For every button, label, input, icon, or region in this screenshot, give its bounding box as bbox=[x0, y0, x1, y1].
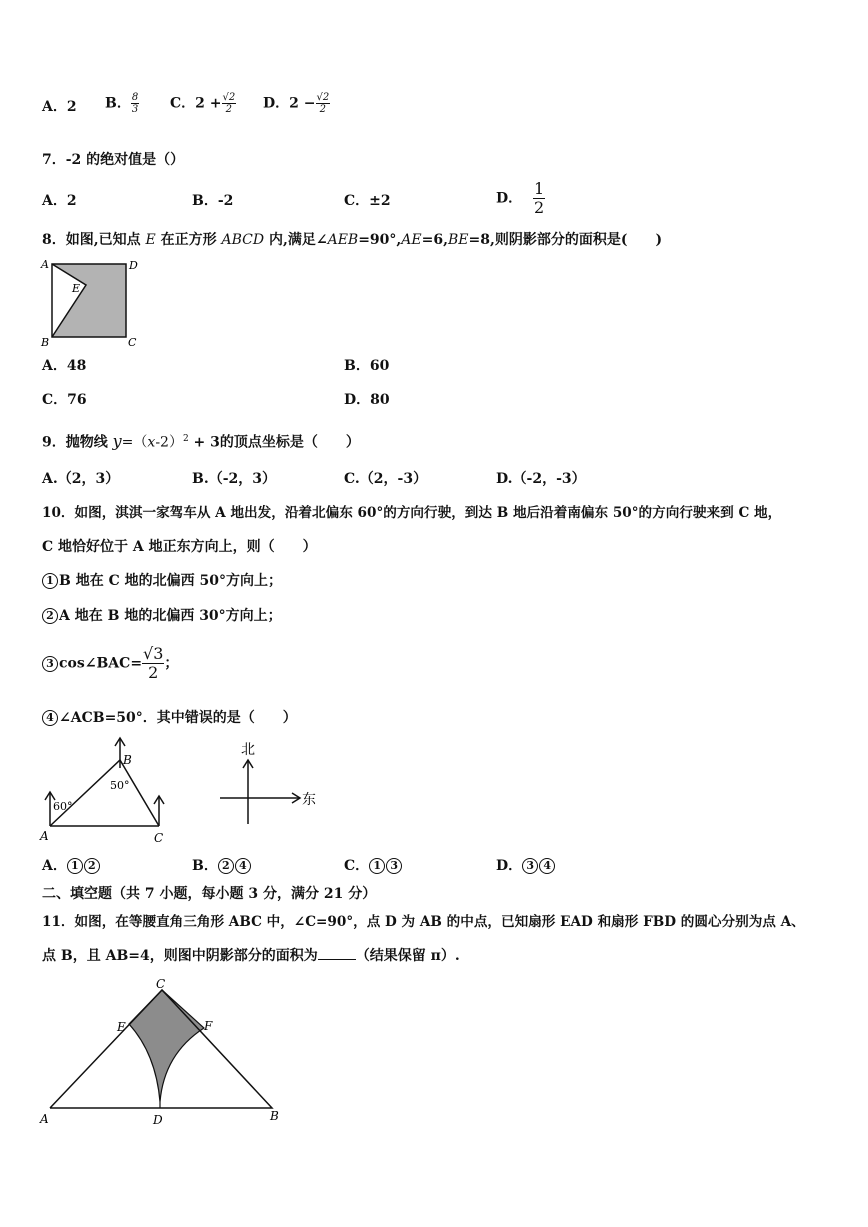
q7-stem: 7．-2 的绝对值是（） bbox=[42, 152, 185, 168]
q6-option-d-fraction: $\frac{√2}{2}$ bbox=[316, 92, 330, 115]
q10-statement-1: 1 B 地在 C 地的北偏西 50°方向上； bbox=[42, 572, 282, 590]
q11-label-c: C bbox=[156, 977, 166, 991]
q7-option-c: C．±2 bbox=[344, 193, 391, 209]
q11-label-d: D bbox=[153, 1113, 163, 1126]
q9-stem: 9．抛物线 $y=(x-2)^2 + 3$的顶点坐标是（ ） bbox=[42, 431, 360, 451]
q6-option-c-fraction: $\frac{√2}{2}$ bbox=[222, 92, 236, 115]
q6-option-d-label: D．2 − bbox=[263, 95, 316, 112]
q7-option-d-label: D． bbox=[496, 190, 523, 207]
q11-label-e: E bbox=[117, 1020, 126, 1034]
q10-label-a: A bbox=[40, 829, 49, 843]
section-2-heading: 二、填空题（共 7 小题，每小题 3 分，满分 21 分） bbox=[42, 886, 377, 902]
q8-shaded-region bbox=[52, 264, 126, 337]
q8-stem: 8．如图,已知点 E 在正方形 ABCD 内,满足∠AEB=90°,AE=6,BE=8,则阴影部分的面积是( ) bbox=[42, 232, 663, 248]
q11-label-a: A bbox=[40, 1112, 49, 1126]
q10-compass bbox=[220, 760, 300, 824]
q10-stem-line2: C 地恰好位于 A 地正东方向上，则（ ） bbox=[42, 539, 317, 555]
q6-option-c bbox=[170, 92, 236, 115]
q7-option-a: A．2 bbox=[42, 193, 77, 209]
q10-statement-3: 3 cos∠BAC= $\frac{√3}{2}$ ； bbox=[42, 645, 178, 682]
q10-stem-line1: 10．如图，淇淇一家驾车从 A 地出发，沿着北偏东 60°的方向行驶，到达 B 地后沿着南偏东 50°的方向行驶来到 C 地， bbox=[42, 505, 782, 521]
q10-option-d: D． 3 4 bbox=[496, 857, 556, 875]
q10-label-c: C bbox=[154, 831, 164, 845]
q7-option-b: B．-2 bbox=[192, 193, 234, 209]
q10-angle-50: 50° bbox=[110, 779, 130, 792]
q10-compass-east-label: 东 bbox=[302, 792, 316, 808]
q9-option-d: D.（-2，-3） bbox=[496, 471, 586, 487]
q11-stem-line2: 点 B，且 AB=4，则图中阴影部分的面积为 （结果保留 π）. bbox=[42, 948, 460, 964]
q10-route-path bbox=[50, 760, 159, 826]
q8-label-c: C bbox=[128, 336, 137, 349]
q11-label-b: B bbox=[270, 1109, 279, 1123]
q10-option-a: A． 1 2 bbox=[42, 857, 101, 875]
q9-option-c: C.（2，-3） bbox=[344, 471, 428, 487]
q11-stem-line1: 11．如图，在等腰直角三角形 ABC 中，∠C=90°，点 D 为 AB 的中点，已知扇形 EAD 和扇形 FBD 的圆心分别为点 A、 bbox=[42, 914, 805, 930]
q8-option-d: D．80 bbox=[344, 392, 390, 408]
q8-square-figure bbox=[38, 255, 142, 349]
q10-label-b: B bbox=[123, 753, 132, 767]
q8-option-c: C．76 bbox=[42, 392, 87, 408]
q8-option-b: B．60 bbox=[344, 358, 390, 374]
q10-cos-fraction: $\frac{√3}{2}$ bbox=[143, 644, 164, 682]
q8-option-a: A．48 bbox=[42, 358, 87, 374]
q11-triangle-figure bbox=[38, 976, 288, 1126]
q10-option-c: C． 1 3 bbox=[344, 857, 403, 875]
q7-option-d bbox=[496, 180, 545, 217]
q11-label-f: F bbox=[204, 1019, 213, 1033]
q8-label-b: B bbox=[41, 336, 50, 349]
q10-route-figure bbox=[38, 734, 328, 846]
q6-option-b-label: B． bbox=[105, 95, 131, 112]
q10-angle-60: 60° bbox=[53, 800, 73, 813]
q10-compass-north-label: 北 bbox=[241, 742, 255, 758]
q8-label-e: E bbox=[72, 282, 81, 295]
q8-label-a: A bbox=[41, 258, 49, 271]
q6-option-b-fraction: $\frac{8}{3}$ bbox=[131, 92, 139, 115]
q6-option-c-label: C．2 + bbox=[170, 95, 222, 112]
q8-label-d: D bbox=[129, 259, 138, 272]
q10-statement-2: 2 A 地在 B 地的北偏西 30°方向上； bbox=[42, 607, 282, 625]
q11-shaded-region bbox=[129, 990, 204, 1102]
q7-option-d-fraction: $\frac{1}{2}$ bbox=[534, 179, 545, 217]
q6-option-d bbox=[263, 92, 330, 115]
q10-statement-4: 4 ∠ACB=50°．其中错误的是（ ） bbox=[42, 709, 297, 727]
q9-option-b: B.（-2，3） bbox=[192, 471, 276, 487]
q6-option-a: A．2 bbox=[42, 99, 77, 115]
q6-option-b bbox=[105, 92, 139, 115]
q9-option-a: A.（2，3） bbox=[42, 471, 120, 487]
q11-answer-blank[interactable] bbox=[318, 947, 356, 960]
q10-option-b: B． 2 4 bbox=[192, 857, 252, 875]
